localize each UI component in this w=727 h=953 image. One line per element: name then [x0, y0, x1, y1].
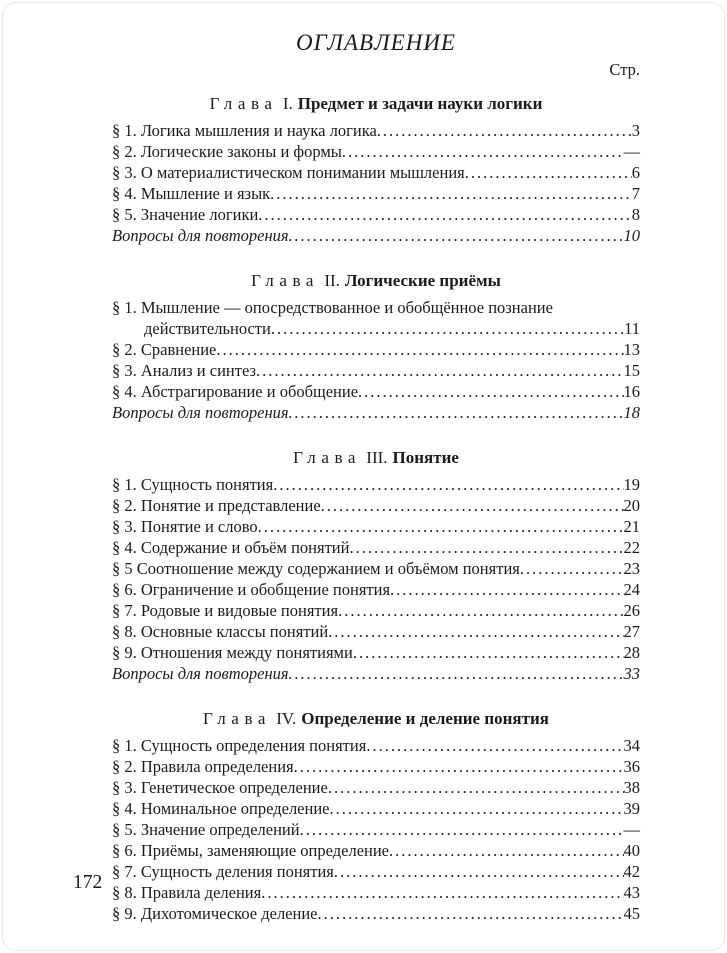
- dot-leader: [294, 756, 624, 777]
- chapter-heading: [112, 93, 640, 115]
- toc-entry: [112, 621, 640, 642]
- toc-entry: [112, 360, 640, 381]
- toc-entry-row: [112, 204, 640, 225]
- entry-page-number: 18: [623, 403, 640, 422]
- entry-label: § 2. Понятие и представление: [112, 496, 321, 515]
- toc-entry-row: [112, 339, 640, 360]
- entry-label: § 1. Сущность определения понятия: [112, 736, 367, 755]
- dot-leader: [328, 621, 623, 642]
- toc-entry: [112, 756, 640, 777]
- page-column-header: Стр.: [609, 60, 640, 79]
- entry-page-number: 8: [631, 205, 640, 224]
- toc-entry: [112, 642, 640, 663]
- toc-entry-row: [112, 777, 640, 798]
- entry-label: § 3. О материалистическом понимании мышления: [112, 163, 465, 182]
- entry-page-number: 28: [623, 643, 640, 662]
- dot-leader: [258, 204, 631, 225]
- chapter-title: Понятие: [392, 448, 459, 467]
- entry-label: § 4. Номинальное определение: [112, 799, 330, 818]
- toc-entry-row: [112, 495, 640, 516]
- chapter-title: Определение и деление понятия: [301, 709, 549, 728]
- dot-leader: [270, 183, 632, 204]
- entry-label: Вопросы для повторения: [112, 403, 289, 422]
- toc-entry: [112, 474, 640, 495]
- toc-entry-row: [112, 402, 640, 423]
- entry-page-number: 42: [623, 862, 640, 881]
- toc-entry-row: [112, 903, 640, 924]
- entry-label: § 2. Сравнение: [112, 340, 217, 359]
- entry-label: § 9. Дихотомическое деление: [112, 904, 318, 923]
- dot-leader: [289, 225, 624, 246]
- toc-entry-row: [112, 579, 640, 600]
- chapter-entries: [112, 120, 640, 246]
- toc-entry: [112, 381, 640, 402]
- entry-label: § 1. Сущность понятия: [112, 475, 274, 494]
- entry-page-number: 19: [623, 475, 640, 494]
- toc-entry: [112, 861, 640, 882]
- entry-page-number: 3: [631, 121, 640, 140]
- dot-leader: [300, 819, 624, 840]
- toc-entry: [112, 819, 640, 840]
- entry-label: § 5. Значение определений: [112, 820, 300, 839]
- toc-entry: [112, 579, 640, 600]
- chapter-heading: [112, 270, 640, 292]
- toc-entry: [112, 558, 640, 579]
- entry-label: § 8. Основные классы понятий: [112, 622, 329, 641]
- entry-label: § 4. Содержание и объём понятий: [112, 538, 350, 557]
- toc-entry: [112, 600, 640, 621]
- chapter-heading: [112, 708, 640, 730]
- toc-entry-continuation: [112, 318, 640, 339]
- toc-entry-row: [112, 537, 640, 558]
- toc-entry: [112, 882, 640, 903]
- dot-leader: [289, 663, 624, 684]
- entry-page-number: 43: [623, 883, 640, 902]
- toc-entry-row: [112, 516, 640, 537]
- toc-entry: [112, 516, 640, 537]
- toc-entry-row: [112, 861, 640, 882]
- chapter-word: Глава: [209, 94, 278, 113]
- entry-page-number: 10: [623, 226, 640, 245]
- toc-entry: [112, 840, 640, 861]
- entry-label: § 5 Соотношение между содержанием и объёмом понятия: [112, 559, 520, 578]
- toc-entry-row: [112, 798, 640, 819]
- toc-entry: [112, 537, 640, 558]
- chapter-numeral: IV.: [276, 709, 297, 728]
- entry-label: § 8. Правила деления: [112, 883, 262, 902]
- chapter-numeral: II.: [324, 271, 340, 290]
- toc-entry-row: [112, 621, 640, 642]
- dot-leader: [328, 777, 624, 798]
- dot-leader: [329, 798, 623, 819]
- toc-entry: [112, 495, 640, 516]
- table-of-contents: [112, 93, 640, 924]
- toc-entry: [112, 735, 640, 756]
- dot-leader: [321, 495, 624, 516]
- entry-label: § 3. Генетическое определение: [112, 778, 328, 797]
- entry-page-number: 23: [623, 559, 640, 578]
- chapter-section: [112, 708, 640, 924]
- entry-label: действительности: [144, 319, 271, 338]
- entry-page-number: 34: [623, 736, 640, 755]
- toc-entry: [112, 183, 640, 204]
- toc-entry: [112, 297, 640, 339]
- toc-entry-row: [112, 558, 640, 579]
- entry-label: § 1. Логика мышления и наука логика: [112, 121, 377, 140]
- chapter-numeral: III.: [366, 448, 388, 467]
- dot-leader: [389, 840, 623, 861]
- entry-page-number: 39: [623, 799, 640, 818]
- entry-page-number: 13: [623, 340, 640, 359]
- entry-label: Вопросы для повторения: [112, 226, 289, 245]
- dot-leader: [289, 402, 624, 423]
- dot-leader: [258, 516, 624, 537]
- chapter-word: Глава: [203, 709, 272, 728]
- toc-entry: [112, 339, 640, 360]
- toc-entry: [112, 798, 640, 819]
- chapter-section: [112, 447, 640, 684]
- entry-page-number: 26: [623, 601, 640, 620]
- entry-label: § 3. Анализ и синтез: [112, 361, 256, 380]
- entry-label: § 9. Отношения между понятиями: [112, 643, 353, 662]
- toc-entry: [112, 120, 640, 141]
- toc-entry: [112, 141, 640, 162]
- dot-leader: [358, 381, 623, 402]
- entry-page-number: 45: [623, 904, 640, 923]
- toc-entry-row: [112, 642, 640, 663]
- chapter-numeral: I.: [282, 94, 293, 113]
- page-number: 172: [73, 872, 103, 893]
- toc-entry-row: [112, 882, 640, 903]
- dot-leader: [216, 339, 623, 360]
- dot-leader: [271, 318, 624, 339]
- entry-label: § 2. Логические законы и формы: [112, 142, 342, 161]
- toc-entry-row: [112, 600, 640, 621]
- toc-entry: [112, 903, 640, 924]
- toc-entry: [112, 204, 640, 225]
- entry-page-number: 24: [623, 580, 640, 599]
- toc-entry-row: [112, 162, 640, 183]
- entry-page-number: —: [623, 142, 640, 161]
- entry-label: § 4. Мышление и язык: [112, 184, 271, 203]
- entry-page-number: 36: [623, 757, 640, 776]
- entry-label: § 6. Ограничение и обобщение понятия: [112, 580, 391, 599]
- dot-leader: [338, 600, 623, 621]
- entry-page-number: —: [623, 820, 640, 839]
- chapter-heading: [112, 447, 640, 469]
- page-content: [112, 0, 640, 924]
- dot-leader: [465, 162, 632, 183]
- toc-entry-row: [112, 141, 640, 162]
- toc-entry-row: [112, 381, 640, 402]
- toc-entry-row: [112, 840, 640, 861]
- entry-label: § 5. Значение логики: [112, 205, 259, 224]
- entry-label: § 6. Приёмы, заменяющие определение: [112, 841, 390, 860]
- dot-leader: [334, 861, 624, 882]
- toc-entry-row: [112, 663, 640, 684]
- chapter-section: [112, 270, 640, 423]
- dot-leader: [342, 141, 624, 162]
- entry-page-number: 40: [623, 841, 640, 860]
- dot-leader: [520, 558, 624, 579]
- chapter-title: Логические приёмы: [344, 271, 501, 290]
- entry-label: § 4. Абстрагирование и обобщение: [112, 382, 359, 401]
- toc-entry-row: [112, 120, 640, 141]
- entry-page-number: 21: [623, 517, 640, 536]
- entry-label: § 1. Мышление — опосредствованное и обобщённое познание: [112, 298, 553, 317]
- entry-page-number: 20: [623, 496, 640, 515]
- toc-entry-row: [112, 756, 640, 777]
- dot-leader: [349, 537, 623, 558]
- chapter-word: Глава: [293, 448, 362, 467]
- dot-leader: [377, 120, 632, 141]
- entry-page-number: 15: [623, 361, 640, 380]
- toc-entry-row: [112, 735, 640, 756]
- toc-entry: [112, 777, 640, 798]
- entry-label: § 7. Сущность деления понятия: [112, 862, 334, 881]
- chapter-entries: [112, 297, 640, 423]
- dot-leader: [256, 360, 624, 381]
- toc-entry-row: [112, 819, 640, 840]
- chapter-entries: [112, 735, 640, 924]
- dot-leader: [353, 642, 624, 663]
- page-title: ОГЛАВЛЕНИЕ: [296, 30, 456, 55]
- toc-entry: [112, 225, 640, 246]
- entry-label: § 7. Родовые и видовые понятия: [112, 601, 339, 620]
- toc-entry-row: [112, 360, 640, 381]
- entry-page-number: 27: [623, 622, 640, 641]
- entry-label: § 2. Правила определения: [112, 757, 294, 776]
- entry-page-number: 22: [623, 538, 640, 557]
- toc-entry: [112, 402, 640, 423]
- toc-entry-row: [112, 183, 640, 204]
- chapter-word: Глава: [251, 271, 320, 290]
- toc-entry: [112, 162, 640, 183]
- entry-page-number: 38: [623, 778, 640, 797]
- toc-entry-row: [112, 474, 640, 495]
- entry-page-number: 6: [631, 163, 640, 182]
- dot-leader: [318, 903, 624, 924]
- toc-entry-row: [112, 225, 640, 246]
- entry-page-number: 11: [624, 319, 640, 338]
- chapter-section: [112, 93, 640, 246]
- entry-page-number: 7: [631, 184, 640, 203]
- entry-label: Вопросы для повторения: [112, 664, 289, 683]
- chapter-title: Предмет и задачи науки логики: [297, 94, 543, 113]
- entry-label: § 3. Понятие и слово: [112, 517, 258, 536]
- entry-page-number: 33: [623, 664, 640, 683]
- dot-leader: [261, 882, 623, 903]
- dot-leader: [273, 474, 623, 495]
- dot-leader: [390, 579, 623, 600]
- dot-leader: [366, 735, 623, 756]
- toc-entry: [112, 663, 640, 684]
- entry-page-number: 16: [623, 382, 640, 401]
- chapter-entries: [112, 474, 640, 684]
